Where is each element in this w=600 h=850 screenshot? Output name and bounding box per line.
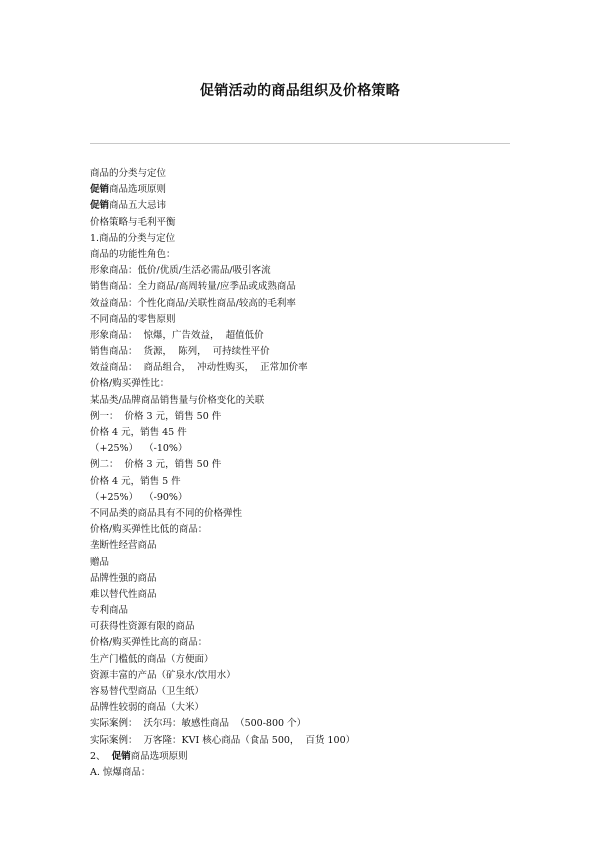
text-line <box>90 360 520 376</box>
text-line <box>90 376 520 392</box>
text-line <box>90 749 520 765</box>
text-line <box>90 603 520 619</box>
line-text: 2、 <box>90 750 112 762</box>
line-text: 1.商品的分类与定位 <box>90 232 176 244</box>
text-line <box>90 652 520 668</box>
text-line <box>90 538 520 554</box>
line-text: 例一： 价格 3 元，销售 50 件 <box>90 410 222 422</box>
line-text: 某品类/品牌商品销售量与价格变化的关联 <box>90 394 265 406</box>
line-text: （+25%） （-90%） <box>90 491 188 503</box>
text-line <box>90 231 520 247</box>
line-text: 形象商品：低价/优质/生活必需品/吸引客流 <box>90 265 271 277</box>
line-text: 垄断性经营商品 <box>90 540 157 552</box>
line-text: （+25%） （-10%） <box>90 443 188 455</box>
text-line <box>90 215 520 231</box>
text-line <box>90 765 520 781</box>
text-line <box>90 312 520 328</box>
bold-text: 促销 <box>111 750 131 762</box>
line-text: 价格 4 元，销售 5 件 <box>90 475 181 487</box>
line-text: A. 惊爆商品： <box>90 766 151 778</box>
line-text: 销售商品：全力商品/高周转量/应季品或成熟商品 <box>90 281 296 293</box>
line-text: 实际案例： 沃尔玛：敏感性商品 （500-800 个） <box>90 718 307 730</box>
text-line <box>90 635 520 651</box>
document-title: 促销活动的商品组织及价格策略 <box>199 83 401 99</box>
bold-text: 促销 <box>90 200 110 212</box>
text-line <box>90 263 520 279</box>
text-line <box>90 279 520 295</box>
line-text: 不同商品的零售原则 <box>90 313 176 325</box>
text-line <box>90 571 520 587</box>
line-text: 价格 4 元，销售 45 件 <box>90 427 187 438</box>
line-text: 资源丰富的产品（矿泉水/饮用水） <box>90 669 236 681</box>
text-line <box>90 441 520 457</box>
line-text: 专利商品 <box>90 605 129 617</box>
text-line <box>90 182 520 198</box>
text-line <box>90 344 520 360</box>
text-line <box>90 619 520 635</box>
line-text: 实际案例： 万客隆：KVI 核心商品（食品 500， 百货 100） <box>90 734 356 746</box>
line-text: 商品的功能性角色： <box>90 248 176 260</box>
text-line <box>90 296 520 312</box>
text-line <box>90 522 520 538</box>
text-line <box>90 716 520 732</box>
text-line <box>90 700 520 716</box>
text-line <box>90 425 520 441</box>
line-text: 形象商品： 惊爆，广告效益， 超值低价 <box>90 329 264 341</box>
line-text: 价格/购买弹性比： <box>90 378 170 390</box>
line-text: 商品选项原则 <box>130 750 188 762</box>
line-text: 价格策略与毛利平衡 <box>90 216 176 228</box>
text-line <box>90 247 520 263</box>
text-line <box>90 555 520 571</box>
line-text: 商品选项原则 <box>109 184 167 196</box>
line-text: 赠品 <box>90 556 110 568</box>
document-body <box>90 166 520 781</box>
text-line <box>90 457 520 473</box>
line-text: 效益商品： 商品组合， 冲动性购买， 正常加价率 <box>90 362 308 374</box>
bold-text: 促销 <box>90 184 110 196</box>
line-text: 例二： 价格 3 元，销售 50 件 <box>90 459 222 471</box>
line-text: 品牌性强的商品 <box>90 572 157 584</box>
text-line <box>90 668 520 684</box>
text-line <box>90 166 520 182</box>
text-line <box>90 409 520 425</box>
line-text: 不同品类的商品具有不同的价格弹性 <box>90 507 243 519</box>
line-text: 商品五大忌讳 <box>109 200 167 212</box>
text-line <box>90 490 520 506</box>
line-text: 价格/购买弹性比低的商品： <box>90 524 208 536</box>
text-line <box>90 393 520 409</box>
line-text: 效益商品：个性化商品/关联性商品/较高的毛利率 <box>90 297 296 309</box>
line-text: 销售商品： 货源， 陈列， 可持续性平价 <box>90 346 270 358</box>
line-text: 价格/购买弹性比高的商品： <box>90 637 208 649</box>
text-line <box>90 506 520 522</box>
text-line <box>90 733 520 749</box>
line-text: 可获得性资源有限的商品 <box>90 621 195 633</box>
text-line <box>90 587 520 603</box>
line-text: 难以替代性商品 <box>90 588 157 600</box>
text-line <box>90 474 520 490</box>
text-line <box>90 328 520 344</box>
line-text: 商品的分类与定位 <box>90 168 167 179</box>
text-line <box>90 684 520 700</box>
line-text: 品牌性较弱的商品（大米） <box>90 702 205 714</box>
header-divider <box>90 143 510 144</box>
text-line <box>90 198 520 214</box>
line-text: 生产门槛低的商品（方便面） <box>90 653 214 665</box>
line-text: 容易替代型商品（卫生纸） <box>90 686 205 697</box>
